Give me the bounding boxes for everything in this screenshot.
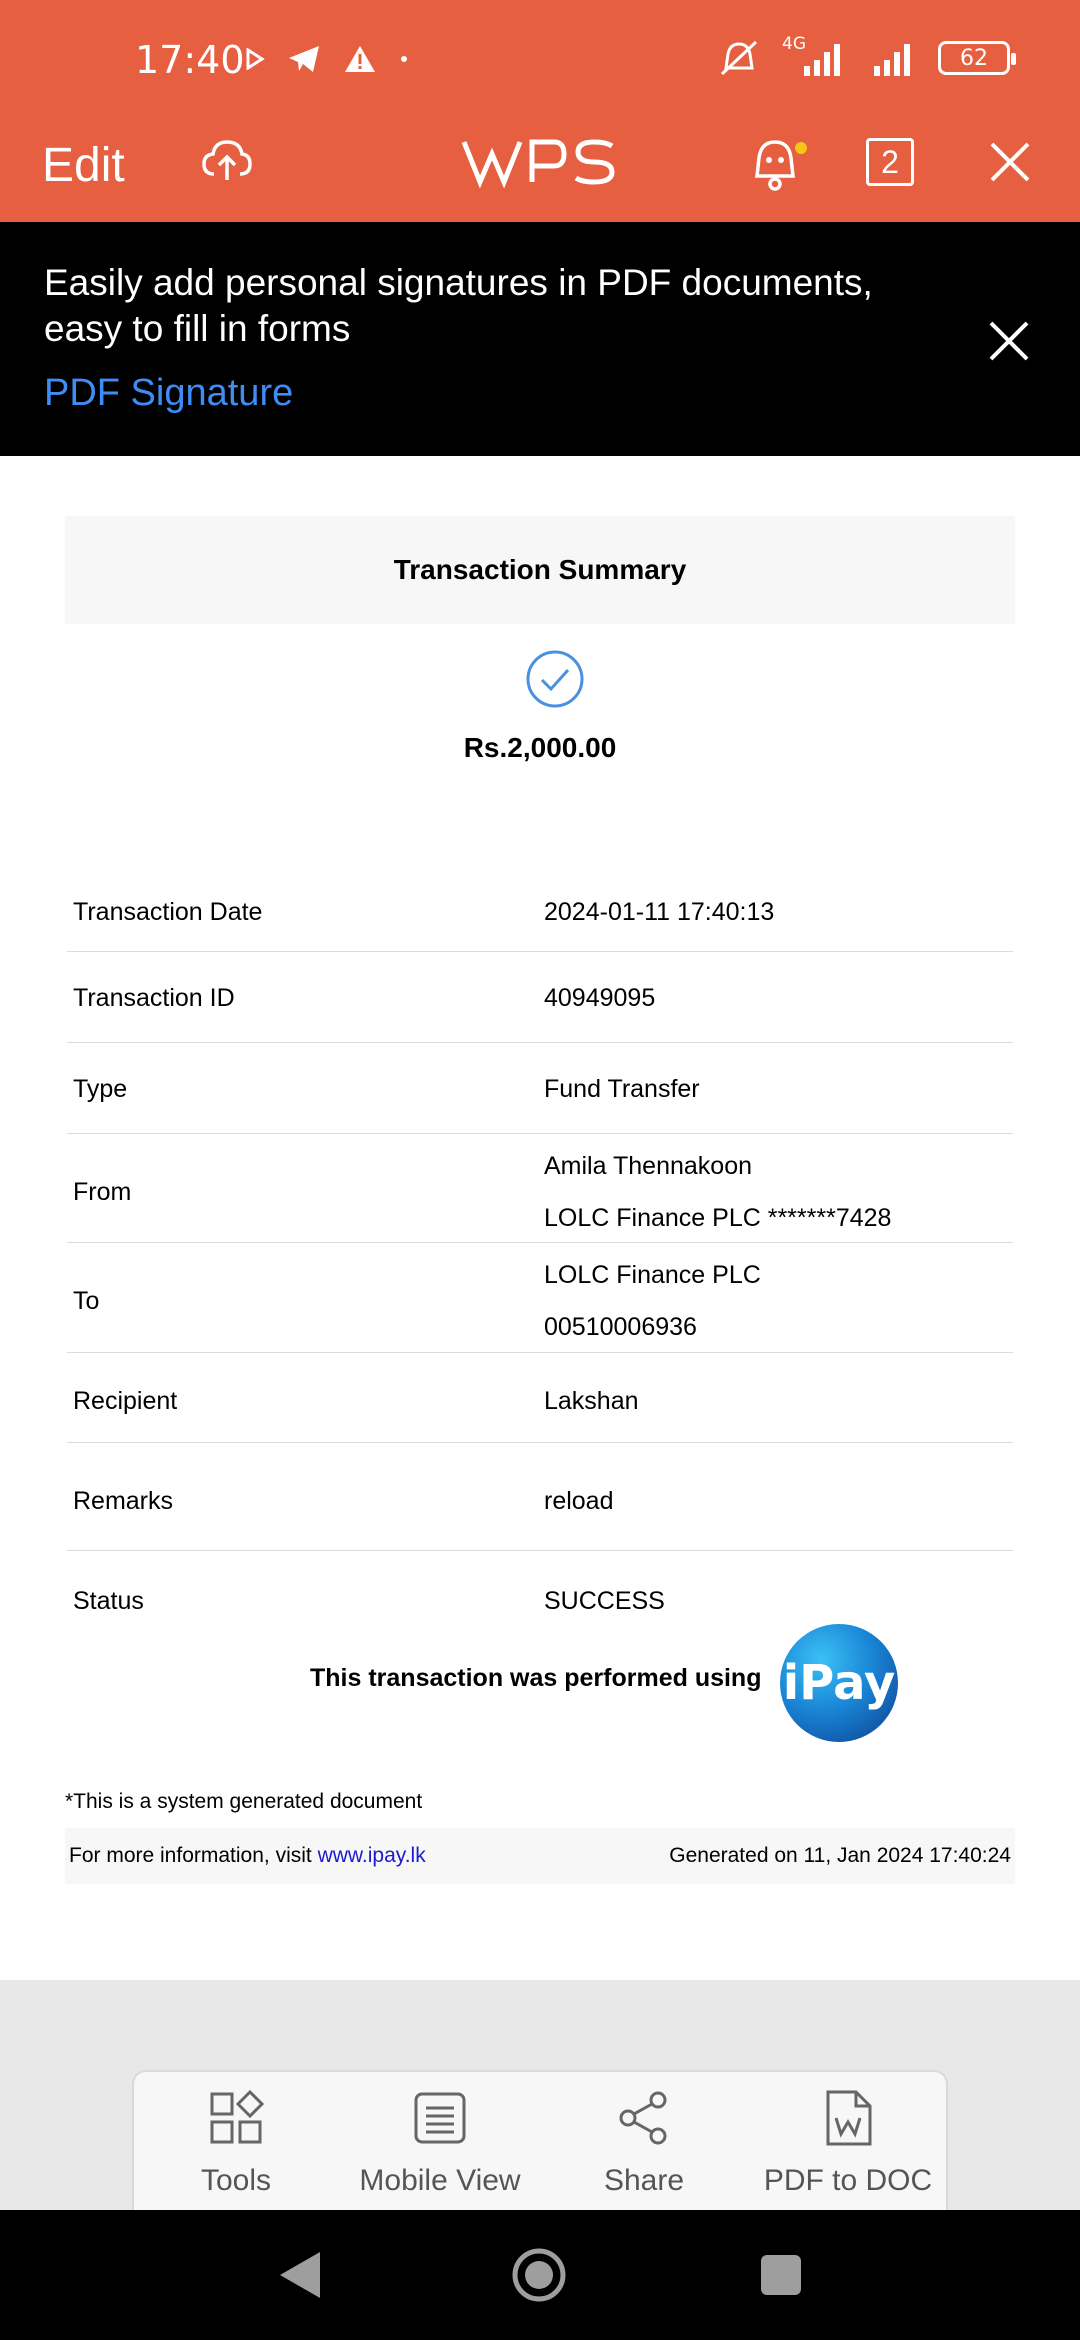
row-value: Lakshan	[544, 1387, 639, 1415]
telegram-icon	[287, 44, 321, 74]
toolbar-share-button[interactable]	[542, 2072, 746, 2212]
more-info-prefix: For more information, visit	[69, 1844, 318, 1867]
toolbar-label: Mobile View	[359, 2164, 521, 2197]
banner-message: Easily add personal signatures in PDF documents, easy to fill in forms	[44, 262, 873, 349]
promo-banner	[0, 222, 1080, 456]
pdf-page	[0, 456, 1080, 1980]
row-value: 2024-01-11 17:40:13	[544, 898, 775, 926]
network-label: 4G	[782, 34, 806, 54]
status-time: 17:40	[135, 38, 245, 82]
navigation-bar	[0, 2210, 1080, 2340]
recent-apps-icon[interactable]	[760, 2254, 802, 2296]
ipay-website-link[interactable]: www.ipay.lk	[317, 1844, 426, 1867]
document-title: Transaction Summary	[65, 516, 1015, 624]
row-label: Transaction ID	[73, 984, 235, 1012]
row-label: From	[73, 1178, 132, 1206]
pdf-to-doc-icon	[820, 2090, 876, 2146]
performed-using-text: This transaction was performed using	[310, 1664, 762, 1692]
transaction-amount: Rs.2,000.00	[463, 732, 617, 763]
signal-4g	[782, 34, 852, 78]
table-row	[67, 952, 1013, 1043]
row-label: Type	[73, 1075, 128, 1103]
toolbar-tools-button[interactable]	[134, 2072, 338, 2212]
table-row	[67, 866, 1013, 952]
check-circle-icon	[524, 648, 586, 710]
document-footer	[65, 1828, 1015, 1884]
battery-indicator: 62	[938, 41, 1010, 75]
status-notification-icons	[245, 44, 409, 74]
table-row	[67, 1134, 1013, 1243]
row-value: Amila Thennakoon	[544, 1152, 753, 1180]
row-label: To	[73, 1287, 100, 1315]
table-row	[67, 1443, 1013, 1551]
close-icon[interactable]	[986, 138, 1034, 186]
notification-bell-icon[interactable]	[745, 132, 807, 194]
status-bar	[0, 0, 1080, 124]
row-value-secondary: 00510006936	[544, 1313, 697, 1341]
mute-icon	[716, 38, 762, 78]
ipay-logo: iPay	[780, 1624, 898, 1742]
row-value: LOLC Finance PLC	[544, 1261, 761, 1289]
home-icon[interactable]	[512, 2248, 566, 2302]
top-bar	[0, 0, 1080, 222]
transaction-details-table	[67, 866, 1013, 1641]
row-label: Recipient	[73, 1387, 178, 1415]
banner-close-icon[interactable]	[985, 317, 1033, 365]
row-value-secondary: LOLC Finance PLC *******7428	[544, 1204, 892, 1232]
toolbar-label: Share	[603, 2164, 685, 2197]
share-icon	[616, 2090, 672, 2146]
toolbar-mobile-view-button[interactable]	[338, 2072, 542, 2212]
table-row	[67, 1551, 1013, 1641]
row-value: reload	[544, 1487, 614, 1515]
more-info-text	[69, 1844, 426, 1868]
signal-icon-2	[872, 38, 918, 78]
generated-on-text: Generated on 11, Jan 2024 17:40:24	[669, 1844, 1011, 1867]
status-system-icons	[716, 34, 1010, 78]
pdf-signature-link[interactable]: PDF Signature	[44, 372, 294, 414]
row-label: Transaction Date	[73, 898, 263, 926]
table-row	[67, 1043, 1013, 1134]
bottom-toolbar	[132, 2070, 948, 2210]
play-icon	[245, 48, 265, 70]
signal-icon	[782, 38, 852, 78]
table-row	[67, 1353, 1013, 1443]
row-value: SUCCESS	[544, 1587, 665, 1615]
warning-icon	[343, 44, 377, 74]
toolbar-pdf-to-doc-button[interactable]	[746, 2072, 950, 2212]
edit-button[interactable]: Edit	[42, 139, 125, 192]
row-value: Fund Transfer	[544, 1075, 700, 1103]
mobile-view-icon	[412, 2090, 468, 2146]
table-row	[67, 1243, 1013, 1353]
row-value: 40949095	[544, 984, 656, 1012]
app-bar	[0, 124, 1080, 222]
document-count-button[interactable]: 2	[866, 138, 914, 186]
dot-icon	[399, 54, 409, 64]
tools-icon	[208, 2090, 264, 2146]
toolbar-label: PDF to DOC	[763, 2164, 933, 2197]
row-label: Status	[73, 1587, 144, 1615]
wps-logo	[460, 134, 620, 190]
toolbar-label: Tools	[200, 2164, 272, 2197]
cloud-upload-icon[interactable]	[200, 134, 254, 188]
row-label: Remarks	[73, 1487, 174, 1515]
system-generated-note: *This is a system generated document	[65, 1790, 423, 1813]
back-icon[interactable]	[278, 2250, 322, 2300]
